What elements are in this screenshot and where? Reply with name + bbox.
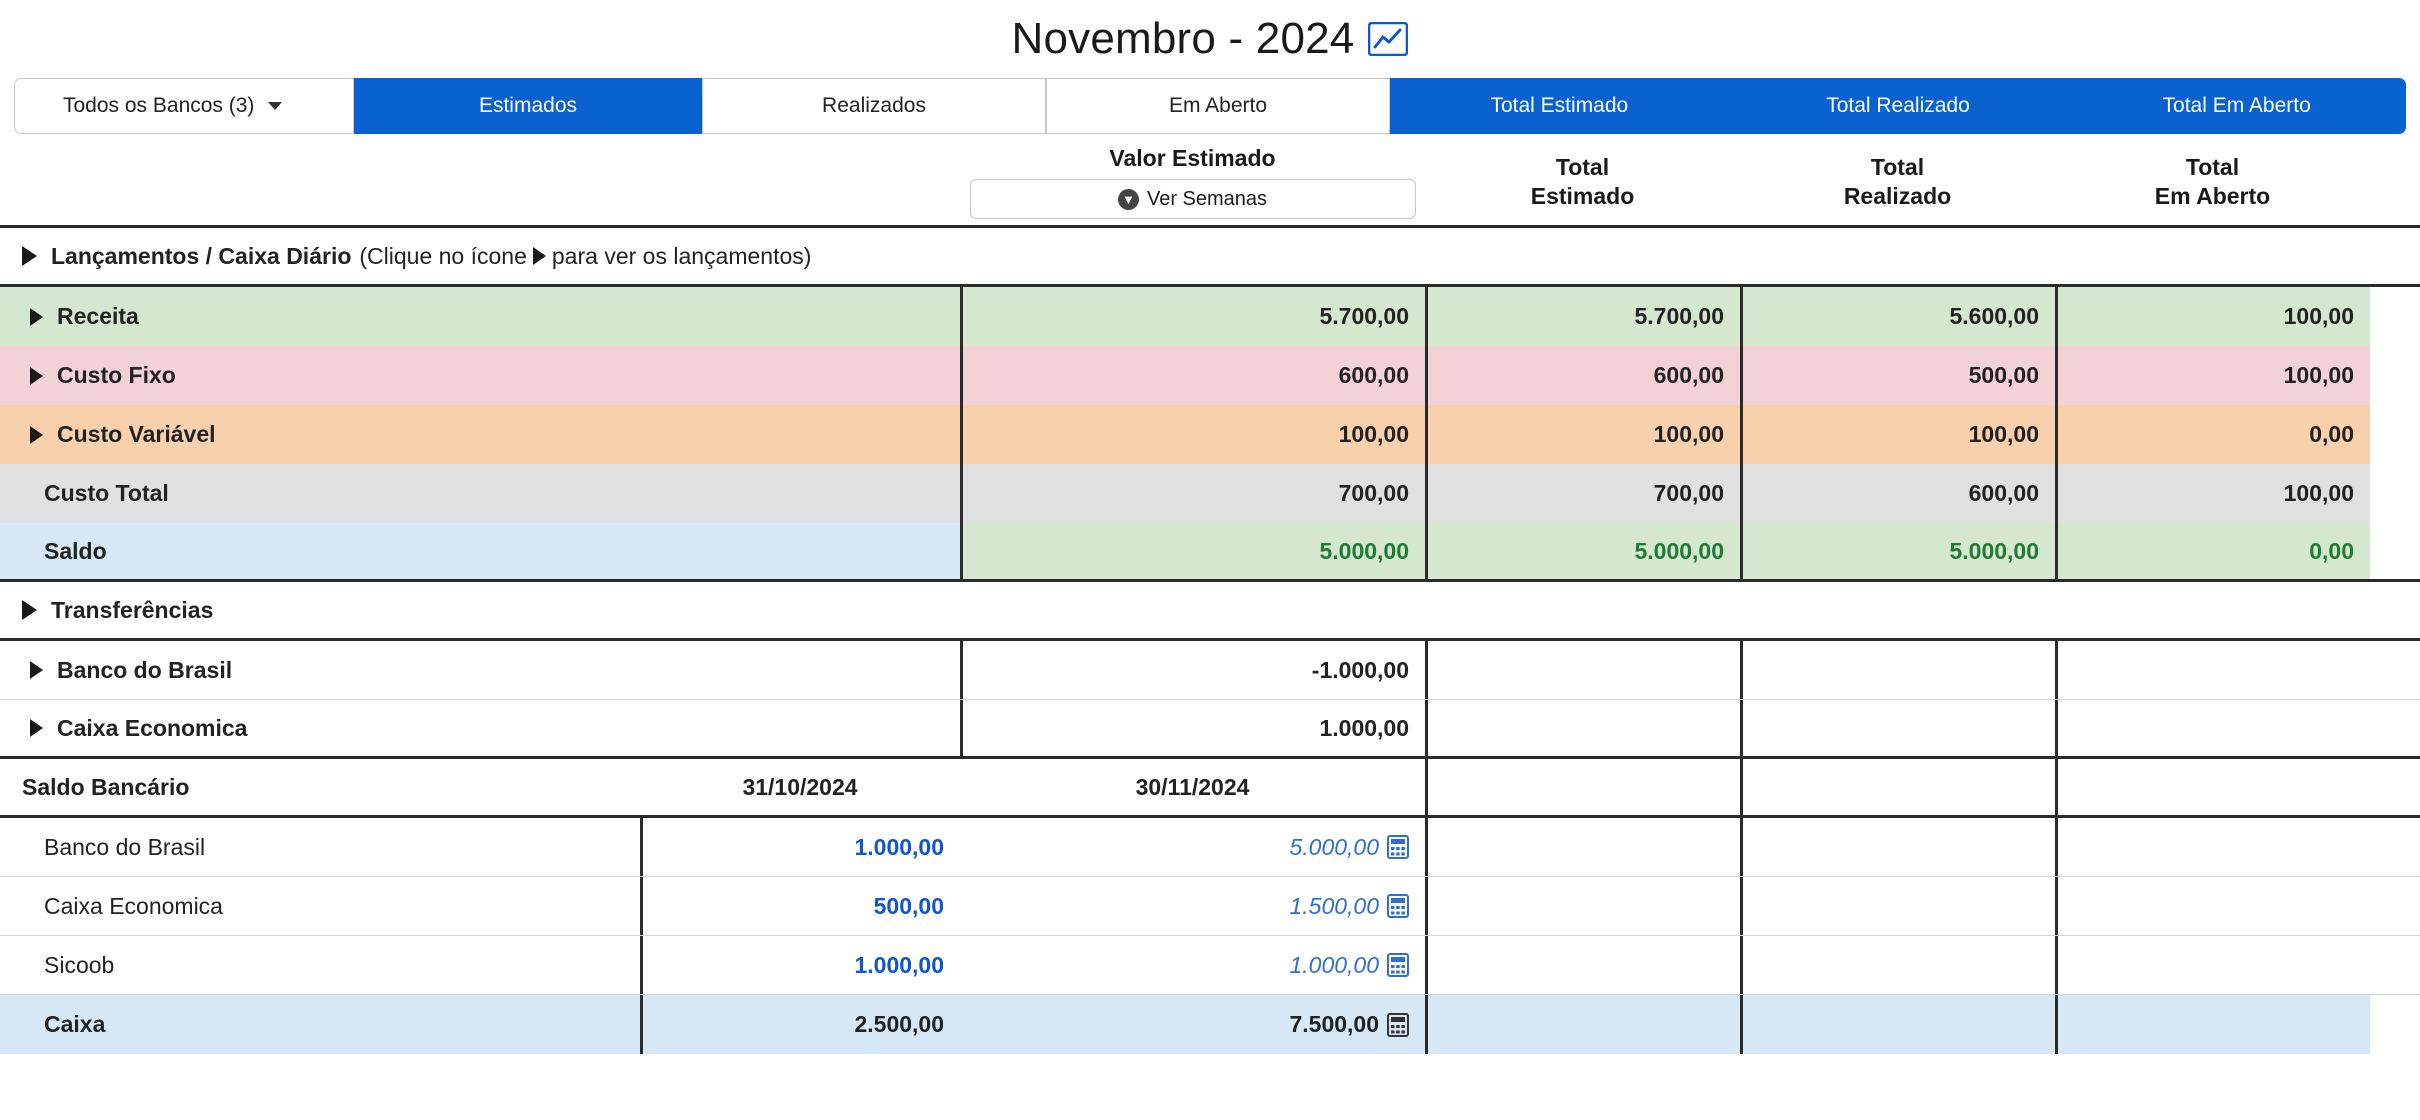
bank-caixa-total-estimado: [1425, 995, 1740, 1054]
bank-caixa-current-cell: [960, 995, 1425, 1054]
section-lancamentos-hint-post: para ver os lançamentos): [551, 242, 812, 269]
row-receita-label: Receita: [57, 303, 139, 329]
bank-sicoob-total-em-aberto: [2055, 936, 2370, 994]
transfer-banco-do-brasil-label: Banco do Brasil: [57, 656, 233, 683]
bank-sicoob-label: Sicoob: [44, 951, 115, 978]
page-title: Novembro - 2024: [1011, 14, 1355, 63]
row-custo-fixo-estimado: 600,00: [960, 346, 1425, 405]
expand-triangle-icon[interactable]: [30, 661, 43, 679]
transfer-banco-do-brasil-total-em-aberto: [2055, 641, 2370, 699]
row-receita-total-em-aberto: 100,00: [2055, 287, 2370, 346]
table-row-bank-sicoob[interactable]: [0, 936, 2420, 995]
chevron-down-icon: [268, 102, 282, 110]
hint-triangle-icon: [533, 247, 546, 265]
calculator-icon[interactable]: [1387, 953, 1409, 977]
bank-banco-do-brasil-current-cell[interactable]: [960, 818, 1425, 876]
bank-caixa-economica-current-cell[interactable]: [960, 877, 1425, 935]
column-header-valor-estimado: [960, 138, 1425, 225]
bank-sicoob-current-cell[interactable]: [960, 936, 1425, 994]
expand-triangle-icon[interactable]: [30, 426, 43, 444]
column-header-valor-estimado-label: Valor Estimado: [1109, 144, 1276, 171]
row-custo-variavel-label: Custo Variável: [57, 421, 216, 447]
tab-total-realizado[interactable]: [1729, 78, 2068, 134]
row-custo-fixo-total-estimado: 600,00: [1425, 346, 1740, 405]
bank-caixa-total-realizado: [1740, 995, 2055, 1054]
tab-estimados-label: Estimados: [478, 94, 578, 117]
bank-caixa-label: Caixa: [0, 995, 640, 1054]
bank-banco-do-brasil-prev[interactable]: 1.000,00: [640, 818, 960, 876]
tab-em-aberto[interactable]: [1046, 78, 1390, 134]
expand-triangle-icon[interactable]: [30, 719, 43, 737]
row-saldo-estimado: 5.000,00: [960, 523, 1425, 579]
expand-triangle-icon[interactable]: [30, 308, 43, 326]
table-row-custo-variavel[interactable]: [0, 405, 2420, 464]
bank-caixa-economica-label: Caixa Economica: [44, 892, 223, 919]
section-lancamentos-hint-pre: (Clique no ícone: [359, 242, 527, 269]
row-custo-variavel-total-estimado: 100,00: [1425, 405, 1740, 464]
bank-caixa-economica-current: 1.500,00: [1289, 892, 1379, 919]
transfer-caixa-economica-label-cell[interactable]: [0, 700, 960, 756]
tab-bar: [14, 78, 2406, 134]
saldo-bancario-total-realizado: [1740, 759, 2055, 815]
row-saldo-label: Saldo: [44, 537, 107, 564]
column-header-total-realizado: [1740, 138, 2055, 225]
bank-banco-do-brasil-label: Banco do Brasil: [44, 833, 206, 860]
transfer-banco-do-brasil-label-cell[interactable]: [0, 641, 960, 699]
bank-banco-do-brasil-current: 5.000,00: [1289, 833, 1379, 860]
row-custo-variavel-label-cell[interactable]: [0, 405, 960, 464]
row-custo-total-total-em-aberto: 100,00: [2055, 464, 2370, 523]
bank-banco-do-brasil-total-em-aberto: [2055, 818, 2370, 876]
bank-caixa-economica-prev[interactable]: 500,00: [640, 877, 960, 935]
table-row-custo-total: [0, 464, 2420, 523]
saldo-bancario-date-prev: 31/10/2024: [742, 773, 858, 800]
column-header-total-estimado: [1425, 138, 1740, 225]
bank-banco-do-brasil-total-realizado: [1740, 818, 2055, 876]
section-saldo-bancario: [0, 759, 2420, 818]
transfer-caixa-economica-total-estimado: [1425, 700, 1740, 756]
page-title-bar: [0, 0, 2420, 78]
transfer-banco-do-brasil-estimado: -1.000,00: [960, 641, 1425, 699]
table-row-custo-fixo[interactable]: [0, 346, 2420, 405]
row-custo-total-label: Custo Total: [44, 480, 169, 506]
row-saldo-total-realizado: 5.000,00: [1740, 523, 2055, 579]
tab-total-realizado-label: Total Realizado: [1826, 94, 1970, 117]
expand-triangle-icon[interactable]: [22, 600, 37, 620]
bank-caixa-total-em-aberto: [2055, 995, 2370, 1054]
transfer-banco-do-brasil-total-realizado: [1740, 641, 2055, 699]
expand-triangle-icon[interactable]: [22, 246, 37, 266]
row-saldo-total-estimado: 5.000,00: [1425, 523, 1740, 579]
tab-todos-os-bancos-label: Todos os Bancos (3): [63, 94, 255, 117]
bank-sicoob-total-realizado: [1740, 936, 2055, 994]
bank-caixa-economica-total-estimado: [1425, 877, 1740, 935]
tab-em-aberto-label: Em Aberto: [1168, 94, 1268, 117]
transfer-caixa-economica-total-em-aberto: [2055, 700, 2370, 756]
table-row-bank-caixa: [0, 995, 2420, 1054]
row-custo-total-label-cell: [0, 464, 960, 523]
section-transferencias-label: Transferências: [51, 596, 214, 623]
saldo-bancario-total-em-aberto: [2055, 759, 2370, 815]
row-custo-fixo-label-cell[interactable]: [0, 346, 960, 405]
row-custo-fixo-label: Custo Fixo: [57, 362, 176, 388]
section-saldo-bancario-label: Saldo Bancário: [22, 773, 190, 800]
column-header-total-estimado-line2: Estimado: [1530, 182, 1635, 209]
row-receita-label-cell[interactable]: [0, 287, 960, 346]
table-row-receita[interactable]: [0, 287, 2420, 346]
calculator-icon[interactable]: [1387, 1013, 1409, 1037]
saldo-bancario-date-current: 30/11/2024: [1135, 773, 1250, 800]
tab-todos-os-bancos[interactable]: [14, 78, 354, 134]
row-custo-variavel-total-realizado: 100,00: [1740, 405, 2055, 464]
tab-estimados[interactable]: [354, 78, 702, 134]
table-row-saldo: [0, 523, 2420, 582]
column-header-total-em-aberto-line1: Total: [2185, 154, 2240, 181]
transfer-caixa-economica-estimado: 1.000,00: [960, 700, 1425, 756]
row-custo-total-total-estimado: 700,00: [1425, 464, 1740, 523]
saldo-bancario-total-estimado: [1425, 759, 1740, 815]
tab-total-em-aberto-label: Total Em Aberto: [2162, 94, 2311, 117]
column-header-total-em-aberto-line2: Em Aberto: [2154, 182, 2271, 209]
calculator-icon[interactable]: [1387, 835, 1409, 859]
bank-caixa-economica-total-em-aberto: [2055, 877, 2370, 935]
ver-semanas-label: Ver Semanas: [1146, 187, 1268, 210]
tab-realizados-label: Realizados: [822, 94, 926, 117]
column-header-total-em-aberto: [2055, 138, 2370, 225]
section-lancamentos-label: Lançamentos / Caixa Diário: [51, 242, 352, 269]
bank-caixa-prev: 2.500,00: [640, 995, 960, 1054]
bank-caixa-current: 7.500,00: [1289, 1011, 1379, 1037]
row-receita-estimado: 5.700,00: [960, 287, 1425, 346]
bank-sicoob-current: 1.000,00: [1289, 951, 1379, 978]
table-row-bank-banco-do-brasil[interactable]: [0, 818, 2420, 877]
tab-realizados[interactable]: [702, 78, 1046, 134]
row-custo-variavel-estimado: 100,00: [960, 405, 1425, 464]
row-receita-total-realizado: 5.600,00: [1740, 287, 2055, 346]
chevron-circle-down-icon: ▼: [1118, 189, 1139, 210]
ver-semanas-button[interactable]: [970, 179, 1416, 219]
transfer-banco-do-brasil-total-estimado: [1425, 641, 1740, 699]
row-custo-total-total-realizado: 600,00: [1740, 464, 2055, 523]
column-header-total-realizado-line1: Total: [1870, 154, 1925, 181]
row-custo-variavel-total-em-aberto: 0,00: [2055, 405, 2370, 464]
table-row-transfer-caixa-economica[interactable]: [0, 700, 2420, 759]
tab-total-em-aberto[interactable]: [2067, 78, 2406, 134]
tab-total-estimado-label: Total Estimado: [1490, 94, 1629, 117]
column-header-total-realizado-line2: Realizado: [1843, 182, 1952, 209]
column-header-spacer: [0, 138, 960, 225]
line-chart-icon[interactable]: [1368, 22, 1408, 56]
column-header-total-estimado-line1: Total: [1555, 154, 1610, 181]
bank-sicoob-prev[interactable]: 1.000,00: [640, 936, 960, 994]
table-row-bank-caixa-economica[interactable]: [0, 877, 2420, 936]
row-custo-total-estimado: 700,00: [960, 464, 1425, 523]
transfer-caixa-economica-label: Caixa Economica: [57, 714, 248, 741]
table-row-transfer-banco-do-brasil[interactable]: [0, 641, 2420, 700]
column-header-row: [0, 138, 2420, 228]
section-lancamentos[interactable]: [0, 228, 2420, 287]
row-saldo-total-em-aberto: 0,00: [2055, 523, 2370, 579]
bank-caixa-economica-total-realizado: [1740, 877, 2055, 935]
expand-triangle-icon[interactable]: [30, 367, 43, 385]
bank-banco-do-brasil-total-estimado: [1425, 818, 1740, 876]
tab-total-estimado[interactable]: [1390, 78, 1729, 134]
row-custo-fixo-total-realizado: 500,00: [1740, 346, 2055, 405]
bank-sicoob-total-estimado: [1425, 936, 1740, 994]
row-custo-fixo-total-em-aberto: 100,00: [2055, 346, 2370, 405]
section-transferencias[interactable]: [0, 582, 2420, 641]
row-receita-total-estimado: 5.700,00: [1425, 287, 1740, 346]
row-saldo-label-cell: [0, 523, 960, 579]
calculator-icon[interactable]: [1387, 894, 1409, 918]
transfer-caixa-economica-total-realizado: [1740, 700, 2055, 756]
